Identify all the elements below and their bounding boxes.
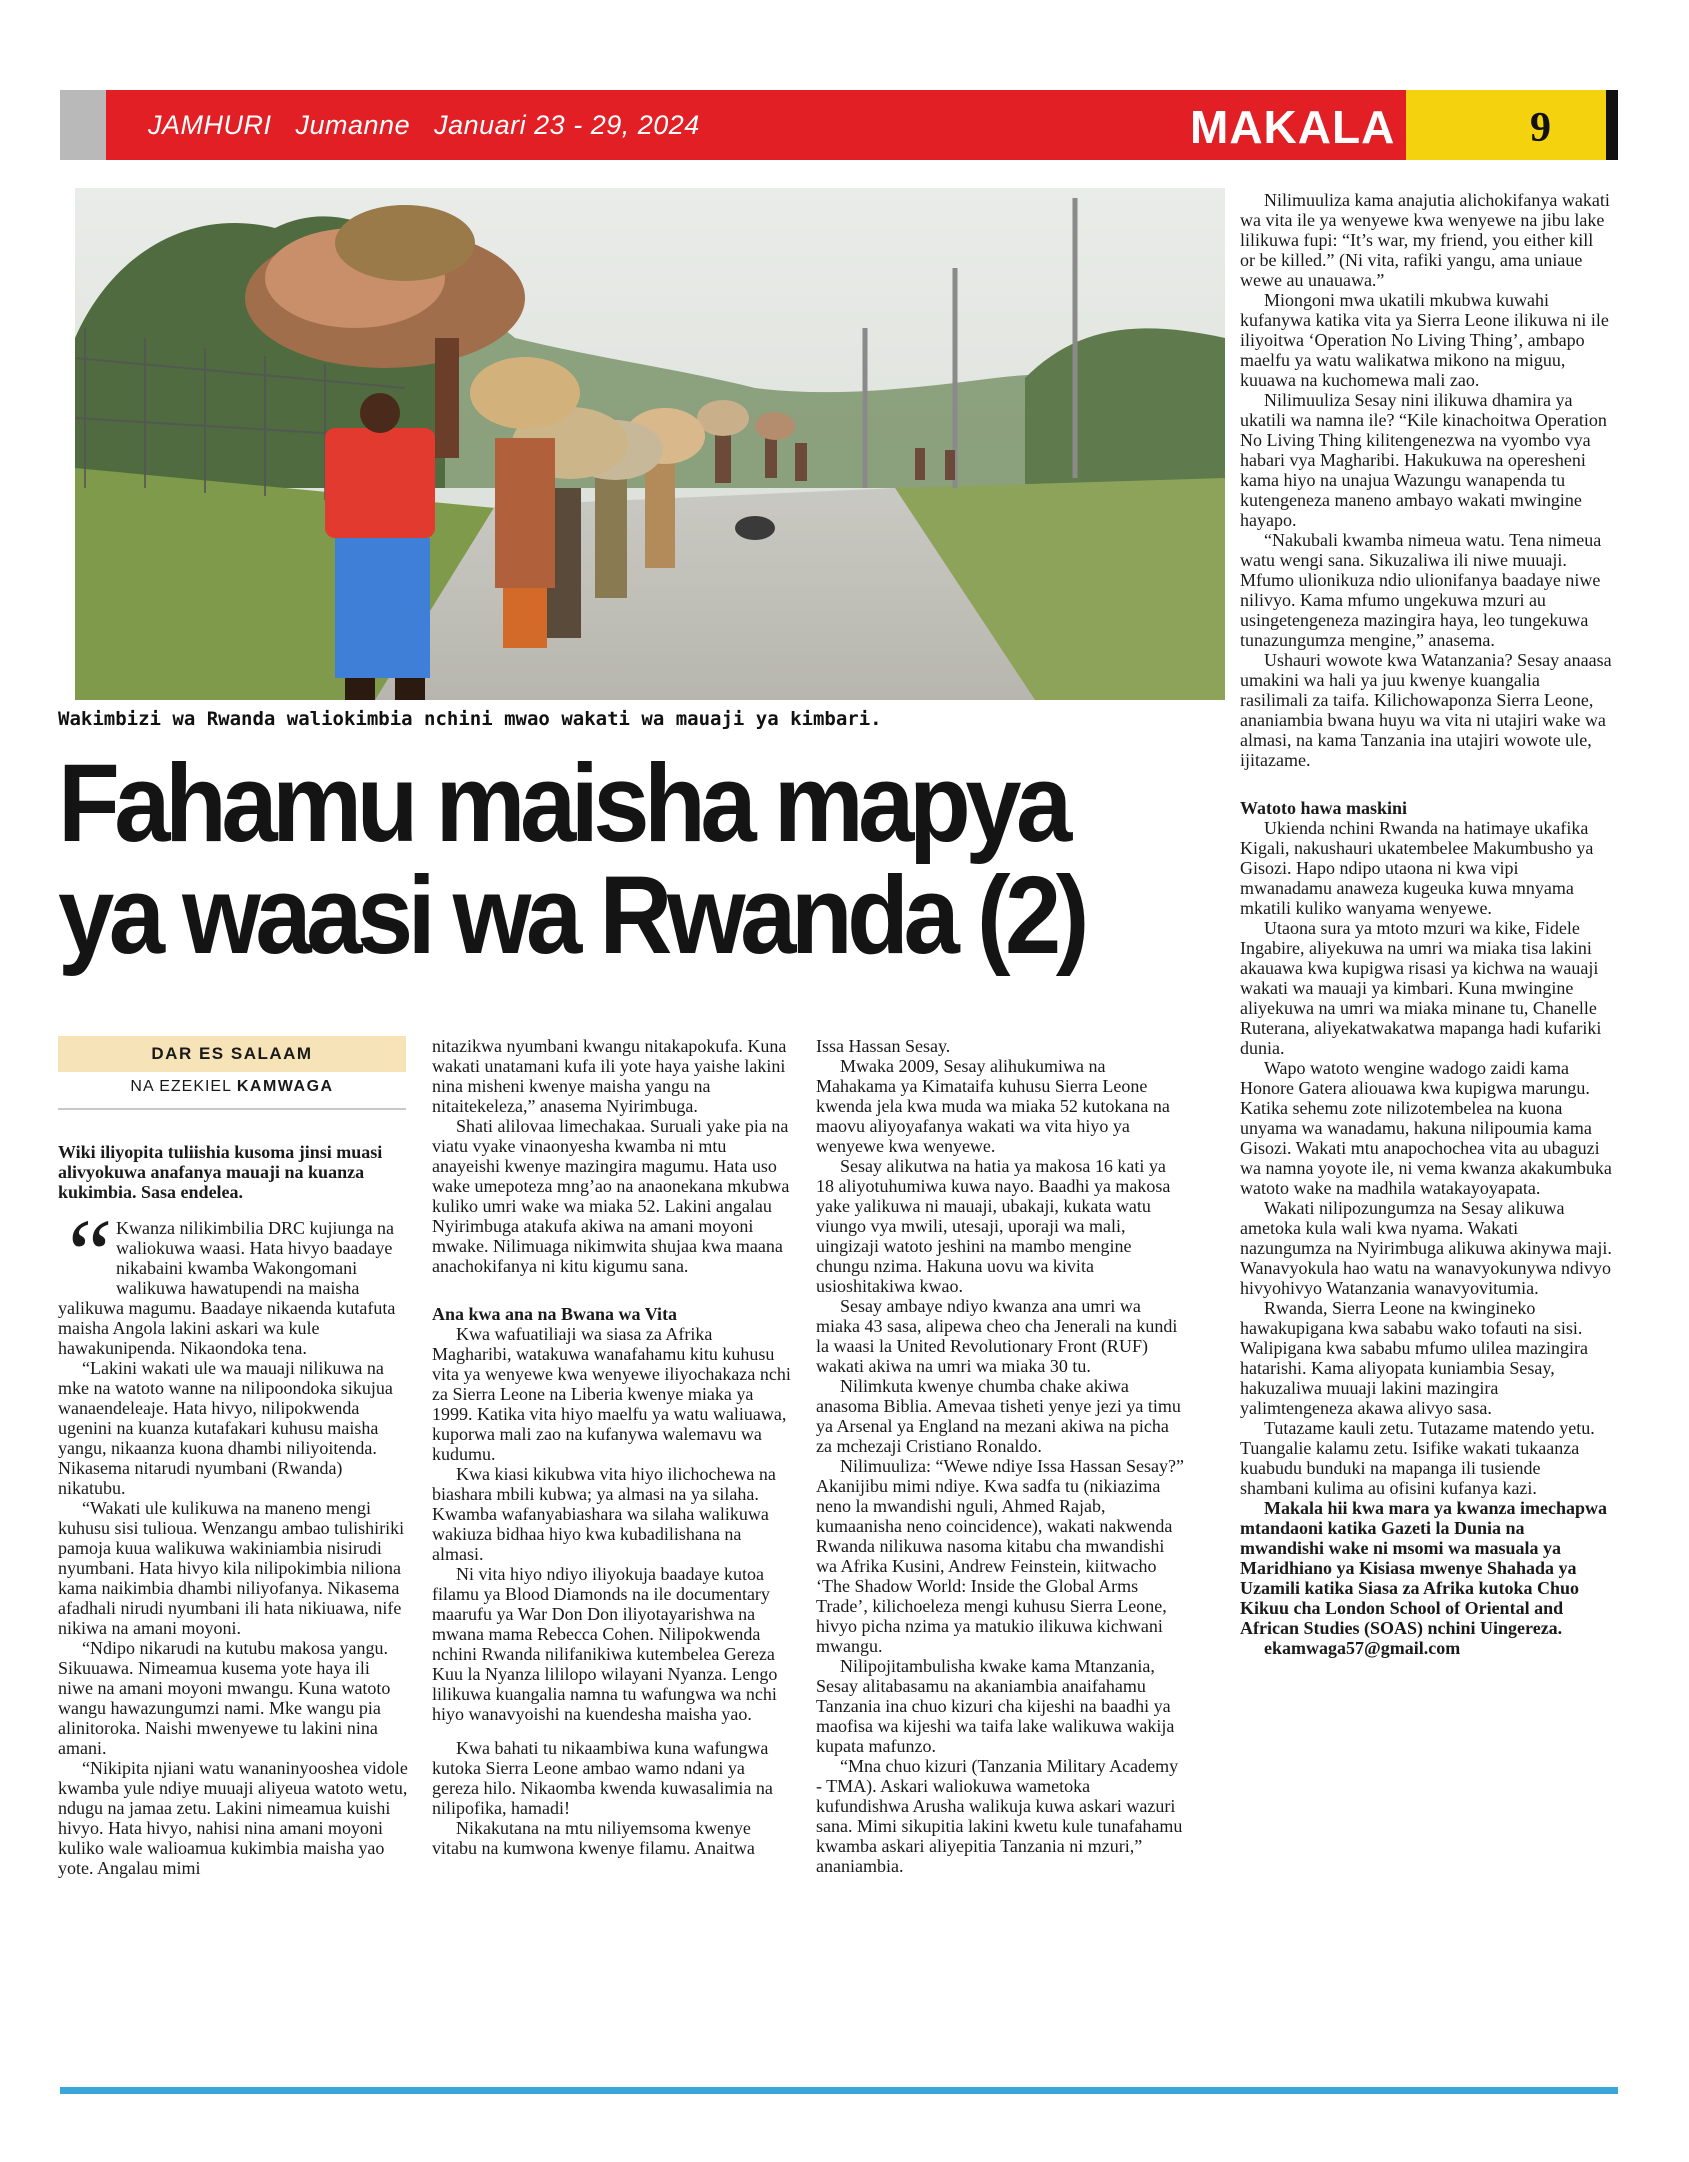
article-paragraph: Shati alilovaa limechakaa. Suruali yake pia na viatu vyake vinaonyesha kwamba ni mtu anayeishi kwenye mazingira magumu. Hata uso wake umepoteza mng’ao na anaonekana mkubwa kuliko umri wake wa miaka 52. Lakini angalau Nyirimbuga atakufa akiwa na amani moyoni mwake. Nilimuaga nikimwita shujaa kwa maana anachokifanya ni kitu kigumu sana. <box>432 1116 790 1276</box>
subheading: Ana kwa ana na Bwana wa Vita <box>432 1304 678 1324</box>
article-paragraph: Nilimuuliza: “Wewe ndiye Issa Hassan Sesay?” Akanijibu mimi ndiye. Kwa sadfa tu (nikiazima neno la mwandishi nguli, Ahmed Rajab, kumaanisha neno coincidence), wakati nakwenda Rwanda nilikuwa nasoma kitabu cha mwandishi wa Afrika Kusini, Andrew Feinstein, kiitwacho ‘The Shadow World: Inside the Global Arms Trade’, kilichoeleza mengi kuhusu Sierra Leone, hivyo picha nzima ya matukio ilikuwa kichwani mwangu. <box>816 1456 1184 1656</box>
article-paragraph: Ukienda nchini Rwanda na hatimaye ukafika Kigali, nakushauri ukatembelee Makumbusho ya Gisozi. Hapo ndipo utaona ni kwa vipi mwanadamu anaweza kugeuka kuwa mnyama mkatili kuliko wanyama wenyewe. <box>1240 818 1594 918</box>
author-email: ekamwaga57@gmail.com <box>1264 1638 1461 1658</box>
header-meta <box>148 110 716 141</box>
article-paragraph: “Mna chuo kizuri (Tanzania Military Academy - TMA). Askari waliokuwa wametoka kufundishwa Arusha walikuja kuwa askari wazuri sana. Mimi sikupitia lakini kwetu kule tunafahamu kwamba askari aliyepitia Tanzania ni mzuri,” ananiambia. <box>816 1756 1183 1876</box>
article-paragraph: Issa Hassan Sesay. <box>816 1036 951 1056</box>
article-paragraph <box>58 1198 408 1358</box>
article-intro: Wiki iliyopita tuliishia kusoma jinsi muasi alivyokuwa anafanya mauaji na kuanza kukimbia. Sasa endelea. <box>58 1142 383 1202</box>
column-1 <box>58 1142 408 1878</box>
paper-name: JAMHURI <box>148 110 272 140</box>
article-paragraph: Kwa wafuatiliaji wa siasa za Afrika Magharibi, watakuwa wanafahamu kitu kuhusu vita ya wenyewe kwa wenyewe iliyochakaza nchi za Sierra Leone na Liberia kwenye miaka ya 1999. Katika vita hiyo maelfu ya watu waliuawa, kuporwa mali zao na kufanywa walemavu wa kudumu. <box>432 1324 791 1464</box>
byline-rule <box>58 1108 406 1110</box>
subheading: Watoto hawa maskini <box>1240 798 1408 818</box>
photo-caption: Wakimbizi wa Rwanda waliokimbia nchini mwao wakati wa mauaji ya kimbari. <box>58 708 882 730</box>
byline-prefix: NA EZEKIEL <box>130 1078 232 1095</box>
issue-dates: Januari 23 - 29, 2024 <box>434 110 700 140</box>
article-paragraph: Tutazame kauli zetu. Tutazame matendo yetu. Tuangalie kalamu zetu. Isifike wakati tukaanza kuabudu bunduki na mapanga ili tusiende shambani kulima au ofisini kufanya kazi. <box>1240 1418 1595 1498</box>
article-paragraph: Rwanda, Sierra Leone na kwingineko hawakupigana kwa sababu wako tofauti na sisi. Walipigana kwa sababu mfumo ulilea mazingira hatarishi. Kama aliyopata kuniambia Sesay, hakuzaliwa muuaji lakini mazingira yalimtengeneza akawa alivyo sasa. <box>1240 1298 1588 1418</box>
article-paragraph: Miongoni mwa ukatili mkubwa kuwahi kufanywa katika vita ya Sierra Leone ilikuwa ni ile iliyoitwa ‘Operation No Living Thing’, ambapo maelfu ya watu walikatwa mikono na miguu, kuuawa na kuchomewa mali zao. <box>1240 290 1609 390</box>
article-paragraph: Sesay ambaye ndiyo kwanza ana umri wa miaka 43 sasa, alipewa cheo cha Jenerali na kundi la waasi la United Revolutionary Front (RUF) wakati akiwa na umri wa miaka 30 tu. <box>816 1296 1178 1376</box>
byline <box>58 1078 406 1096</box>
article-paragraph: Ni vita hiyo ndiyo iliyokuja baadaye kutoa filamu ya Blood Diamonds na ile documentary maarufu ya War Don Don iliyotayarishwa na mwana mama Rebecca Cohen. Nilipokwenda nchini Rwanda nilifanikiwa kutembelea Gereza Kuu la Nyanza lililopo wilayani Nyanza. Lengo lilikuwa kuangalia namna tu wafungwa wa nchi hiyo wanavyoishi na kuendesha maisha yao. <box>432 1564 778 1724</box>
column-4 <box>1240 190 1612 1658</box>
article-paragraph: Kwa bahati tu nikaambiwa kuna wafungwa kutoka Sierra Leone ambao wamo ndani ya gereza hilo. Nikaomba kwenda kuwasalimia na nilipofika, hamadi! <box>432 1738 773 1818</box>
quote-mark-icon: “ <box>58 1198 114 1309</box>
article-paragraph: Utaona sura ya mtoto mzuri wa kike, Fidele Ingabire, aliyekuwa na umri wa miaka tisa lakini akauawa kwa kupigwa risasi ya kichwa na wauaji wakati wa mauaji ya kimbari. Kuna mwingine aliyekuwa na umri wa miaka minane tu, Chanelle Ruterana, aliyekatwakatwa mapanga hadi kufariki dunia. <box>1240 918 1602 1058</box>
article-paragraph: nitazikwa nyumbani kwangu nitakapokufa. Kuna wakati unatamani kufa ili yote haya yaishe lakini nina misheni kwenye maisha yangu na nitaitekeleza,” anasema Nyirimbuga. <box>432 1036 787 1116</box>
header-grey-block <box>60 90 106 160</box>
headline <box>58 742 1116 977</box>
article-paragraph: Kwa kiasi kikubwa vita hiyo ilichochewa na biashara mbili kubwa; ya almasi na ya silaha. Kwamba wafanyabiashara wa silaha walikuwa wakiuza bidhaa hiyo kwa kubadilishana na almasi. <box>432 1464 776 1564</box>
article-paragraph: Wapo watoto wengine wadogo zaidi kama Honore Gatera aliouawa kwa kupigwa marungu. Katika sehemu zote nilizotembelea na kuona unyama wa wanadamu, hakuna nilipoumia kama Gisozi. Wakati mtu anapochochea vita au ubaguzi wa namna yoyote ile, ni vema kwanza akakumbuka watoto wake na madhila watakayoyapata. <box>1240 1058 1612 1198</box>
byline-author: KAMWAGA <box>236 1078 334 1095</box>
section-name: MAKALA <box>1190 101 1396 153</box>
article-paragraph: “Nakubali kwamba nimeua watu. Tena nimeua watu wengi sana. Sikuzaliwa ili niwe muuaji. Mfumo ulionikuza ndio ulionifanya baadaye niwe nilivyo. Kama mfumo ungekuwa mzuri au usingetengeneza mazingira haya, leo tungekuwa tunazungumza mengine,” anasema. <box>1240 530 1602 650</box>
first-paragraph-text: Kwanza nilikimbilia DRC kujiunga na waliokuwa waasi. Hata hivyo baadaye nikabaini kwamba Wakongomani walikuwa hawatupendi na maisha yalikuwa magumu. Baadaye nikaenda kutafuta maisha Angola lakini askari wa kule hawakunipenda. Nikaondoka tena. <box>58 1218 396 1358</box>
article-paragraph: Nilimuuliza kama anajutia alichokifanya wakati wa vita ile ya wenyewe kwa wenyewe na jibu lake lilikuwa fupi: “It’s war, my friend, you either kill or be killed.” (Ni vita, rafiki yangu, ama uniaue wewe au unauawa.” <box>1240 190 1610 290</box>
author-bio: Makala hii kwa mara ya kwanza imechapwa mtandaoni katika Gazeti la Dunia na mwandishi wake ni msomi wa masuala ya Maridhiano ya Kisiasa mwenye Shahada ya Uzamili katika Siasa za Afrika kutoka Chuo Kikuu cha London School of Oriental and African Studies (SOAS) nchini Uingereza. <box>1240 1498 1608 1638</box>
headline-line-1: Fahamu maisha mapya <box>58 742 1067 865</box>
article-paragraph: “Lakini wakati ule wa mauaji nilikuwa na mke na watoto wanne na nilipoondoka sikujua wanaendeleaje. Hata hivyo, nilipokwenda ugenini na kuanza kutafakari kuhusu maisha yangu, nikaanza kuona dhambi niliyoitenda. Nikasema nitarudi nyumbani (Rwanda) nikatubu. <box>58 1358 393 1498</box>
article-paragraph: Nilimkuta kwenye chumba chake akiwa anasoma Biblia. Amevaa tisheti yenye jezi ya timu ya Arsenal ya England na mezani akiwa na picha za mchezaji Cristiano Ronaldo. <box>816 1376 1181 1456</box>
issue-day: Jumanne <box>295 110 411 140</box>
page-number: 9 <box>1530 105 1551 151</box>
article-photo <box>75 188 1225 700</box>
dateline: DAR ES SALAAM <box>58 1036 406 1072</box>
article-paragraph: Nikakutana na mtu niliyemsoma kwenye vitabu na kumwona kwenye filamu. Anaitwa <box>432 1818 755 1858</box>
header-edge <box>1606 90 1618 160</box>
column-3 <box>816 1036 1186 1876</box>
article-paragraph: Ushauri wowote kwa Watanzania? Sesay anaasa umakini wa hali ya juu kwenye kuangalia rasilimali za taifa. Kilichowaponza Sierra Leone, ananiambia bwana huyu wa vita ni utajiri wake wa almasi, na kama Tanzania ina utajiri wowote ule, ijitazame. <box>1240 650 1612 770</box>
article-paragraph: “Ndipo nikarudi na kutubu makosa yangu. Sikuuawa. Nimeamua kusema yote haya ili niwe na amani moyoni mwangu. Kuna watoto wangu hawazungumzi nami. Mke wangu pia alinitoroka. Naishi mwenyewe tu lakini nina amani. <box>58 1638 391 1758</box>
article-paragraph: “Nikipita njiani watu wananinyooshea vidole kwamba yule ndiye muuaji aliyeua watoto wetu, ndugu na jamaa zetu. Lakini nimeamua kuishi hivyo. Hata hivyo, nahisi nina amani moyoni kuliko wale walioamua kukimbia maisha yao yote. Angalau mimi <box>58 1758 408 1878</box>
article-paragraph: “Wakati ule kulikuwa na maneno mengi kuhusu sisi tulioua. Wenzangu ambao tulishiriki pamoja kuua walikuwa wakiniambia nisirudi nyumbani. Hata hivyo kila nilipokimbia niliona kama naikimbia dhambi niliyofanya. Nikasema afadhali nirudi nyumbani ili hata nikiuawa, nife nikiwa na amani moyoni. <box>58 1498 405 1638</box>
headline-line-2: ya waasi wa Rwanda (2) <box>58 854 1084 977</box>
article-paragraph: Wakati nilipozungumza na Sesay alikuwa ametoka kula wali kwa nyama. Wakati nazungumza na Nyirimbuga alikuwa akinywa maji. Wanavyokula hao watu na wanavyokunywa ndivyo hivyohivyo Watanzania wanavyovitumia. <box>1240 1198 1612 1298</box>
article-paragraph: Nilimuuliza Sesay nini ilikuwa dhamira ya ukatili wa namna ile? “Kile kinachoitwa Operation No Living Thing kilitengenezwa na vyombo vya habari vya Magharibi. Hakukuwa na operesheni kama hiyo na unajua Wazungu wanapenda tu kutengeneza maneno ambayo wakati mwingine hayapo. <box>1240 390 1607 530</box>
column-2 <box>432 1036 792 1858</box>
footer-rule <box>60 2087 1618 2094</box>
page-number-box <box>1406 90 1606 160</box>
article-paragraph: Nilipojitambulisha kwake kama Mtanzania, Sesay alitabasamu na akaniambia anaifahamu Tanzania ina chuo kizuri cha kijeshi na baadhi ya maofisa wa kijeshi wa taifa lake walikuwa wakija kupata mafunzo. <box>816 1656 1175 1756</box>
article-paragraph: Sesay alikutwa na hatia ya makosa 16 kati ya 18 aliyotuhumiwa kuwa nayo. Baadhi ya makosa yake yalikuwa ni mauaji, ubakaji, kukata watu viungo vya mwili, utesaji, uporaji wa mali, uingizaji watoto jeshini na mambo mengine chungu nzima. Hakuna uovu wa kivita usioshitakiwa kwao. <box>816 1156 1171 1296</box>
article-paragraph: Mwaka 2009, Sesay alihukumiwa na Mahakama ya Kimataifa kuhusu Sierra Leone kwenda jela kwa muda wa miaka 52 kutokana na maovu aliyoyafanya wakati wa vita hiyo ya wenyewe kwa wenyewe. <box>816 1056 1170 1156</box>
